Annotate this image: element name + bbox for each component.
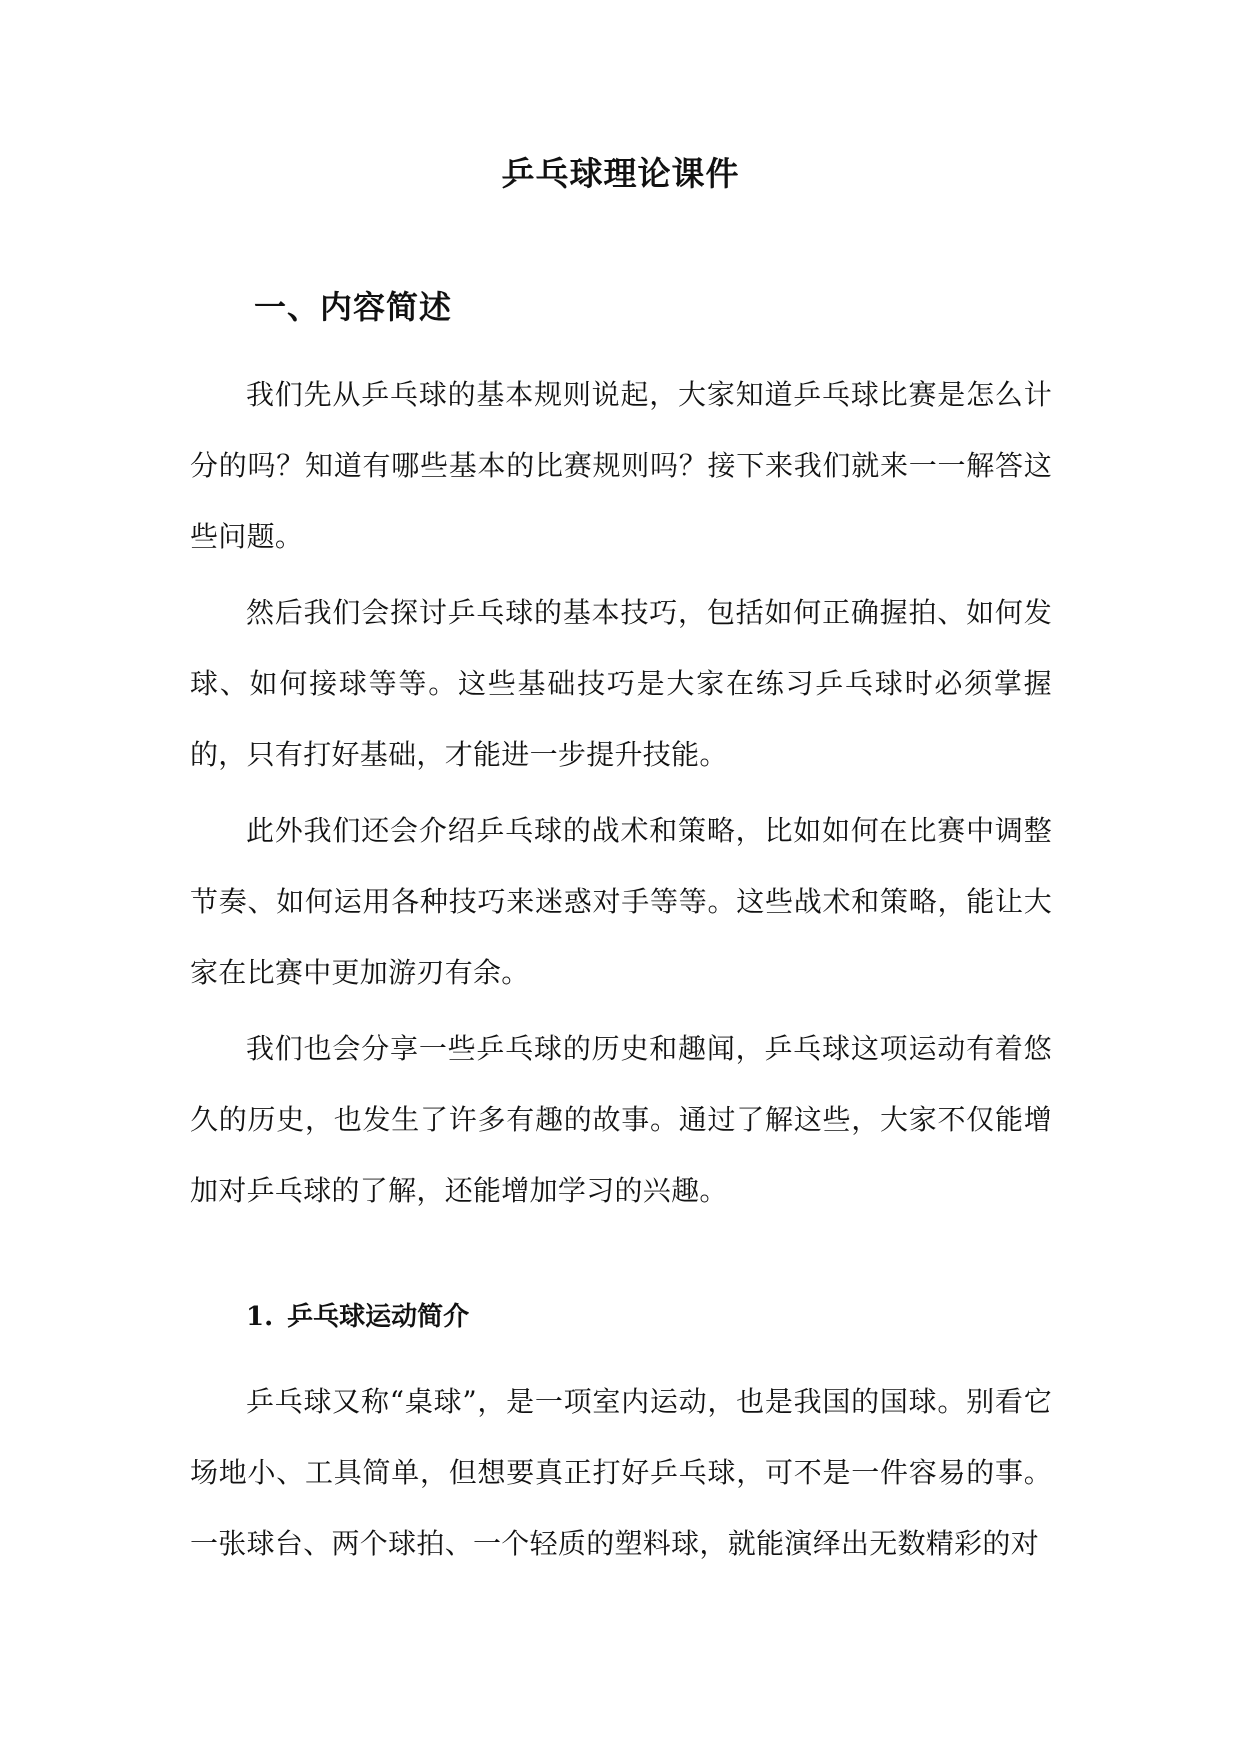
paragraph-tactics: 此外我们还会介绍乒乓球的战术和策略，比如如何在比赛中调整节奏、如何运用各种技巧来迷惑对手等等。这些战术和策略，能让大家在比赛中更加游刃有余。 [190, 814, 1052, 989]
paragraph-techniques: 然后我们会探讨乒乓球的基本技巧，包括如何正确握拍、如何发球、如何接球等等。这些基础技巧是大家在练习乒乓球时必须掌握的，只有打好基础，才能进一步提升技能。 [190, 596, 1052, 771]
subsection-heading [246, 1296, 469, 1333]
section-heading: 一、内容简述 [254, 288, 453, 326]
document-title: 乒乓球理论课件 [501, 154, 740, 193]
subsection-number: 1. [246, 1302, 274, 1332]
paragraph-rules: 我们先从乒乓球的基本规则说起，大家知道乒乓球比赛是怎么计分的吗？知道有哪些基本的比赛规则吗？接下来我们就来一一解答这些问题。 [190, 378, 1052, 553]
subsection-title: 乒乓球运动简介 [287, 1302, 470, 1332]
paragraph-introduction: 乒乓球又称“桌球”，是一项室内运动，也是我国的国球。别看它场地小、工具简单，但想要真正打好乒乓球，可不是一件容易的事。一张球台、两个球拍、一个轻质的塑料球，就能演绎出无数精彩的对 [190, 1385, 1052, 1560]
paragraph-history: 我们也会分享一些乒乓球的历史和趣闻，乒乓球这项运动有着悠久的历史，也发生了许多有趣的故事。通过了解这些，大家不仅能增加对乒乓球的了解，还能增加学习的兴趣。 [190, 1032, 1052, 1207]
